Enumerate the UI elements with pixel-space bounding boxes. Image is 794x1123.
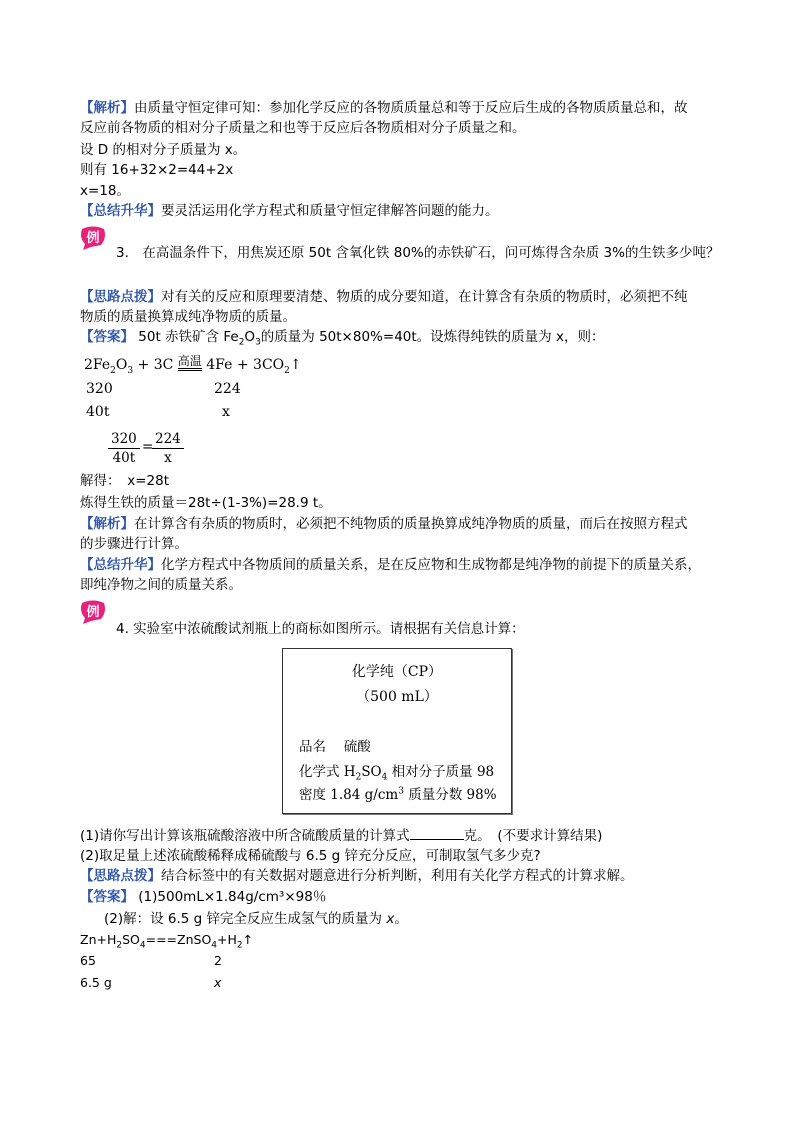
equation-line: 则有 16+32×2=44+2x (80, 162, 234, 178)
example-badge-icon (79, 226, 107, 250)
chemical-equation: $2Fe_2O_3 + 3C$ 高温 $4Fe + 3CO_2↑$ (84, 354, 302, 376)
value-x: x (222, 404, 230, 420)
value-40t: 40t (86, 404, 110, 420)
svg-text:例: 例 (86, 605, 100, 620)
assume-line: 设 D 的相对分子质量为 x。 (80, 142, 247, 158)
example3-analysis-2: 的步骤进行计算。 (80, 536, 188, 552)
mass-2: 2 (214, 953, 222, 968)
example4-answer-1: 【答案】 (1)500mL×1.84g/cm³×98％ (80, 889, 327, 905)
example3-summary-1: 【总结升华】化学方程式中各物质间的质量关系，是在反应物和生成物都是纯净物的前提下的质量关系， (80, 557, 701, 573)
fraction-right: $\frac{224}{x}$ (152, 430, 184, 467)
analysis-line-2: 反应前各物质的相对分子质量之和也等于反应后各物质相对分子质量之和。 (80, 120, 526, 136)
fraction-left: $\frac{320}{40t}$ (108, 430, 140, 467)
analysis-line-1: 【解析】由质量守恒定律可知：参加化学反应的各物质质量总和等于反应后生成的各物质质量总和，故 (80, 100, 688, 116)
example4-q1: (1)请你写出计算该瓶硫酸溶液中所含硫酸质量的计算式 克。 (不要求计算结果) (80, 825, 602, 846)
example4-hint: 【思路点拨】结合标签中的有关数据对题意进行分析判断，利用有关化学方程式的计算求解。 (80, 868, 634, 884)
reaction-condition: 高温 (178, 354, 202, 371)
solve-line: 解得： x=28t (80, 473, 170, 489)
label-volume: （500 mL） (356, 689, 438, 705)
example3-answer: 【答案】 50t 赤铁矿含 $Fe_2O_3$的质量为 50t×80%=40t。设炼得纯铁的质量为 x，则： (80, 329, 605, 348)
value-6-5g: 6.5 g (80, 975, 112, 990)
label-name: 品名 硫酸 (299, 739, 371, 755)
result-line: x=18。 (80, 183, 130, 199)
example4-question: 4. 实验室中浓硫酸试剂瓶上的商标如图所示。请根据有关信息计算： (116, 621, 525, 637)
summary-tag: 【总结升华】 (80, 203, 161, 219)
value-x-h2: x (214, 975, 222, 990)
example3-analysis-1: 【解析】在计算含有杂质的物质时，必须把不纯物质的质量换算成纯净物质的质量，而后在按照方程式 (80, 516, 688, 532)
example3-summary-2: 即纯净物之间的质量关系。 (80, 577, 242, 593)
label-title: 化学纯（CP） (351, 664, 443, 680)
mass-224: 224 (214, 381, 241, 397)
zinc-equation: $Zn+H_2SO_4===ZnSO_4+H_2↑$ (80, 932, 254, 951)
example3-question: 3. 在高温条件下，用焦炭还原 50t 含氧化铁 80%的赤铁矿石，问可炼得含杂质 3%的生铁多少吨？ (116, 245, 720, 261)
fraction-equals: = (142, 439, 154, 455)
example-badge-icon (79, 600, 107, 624)
pig-iron-result: 炼得生铁的质量＝28t÷(1-3%)=28.9 t。 (80, 495, 332, 511)
analysis-tag: 【解析】 (80, 100, 134, 116)
label-density: 密度 1.84 $g/cm^3$ 质量分数 98% (299, 786, 497, 803)
example3-hint-2: 物质的质量换算成纯净物质的质量。 (80, 309, 296, 325)
summary-line: 【总结升华】要灵活运用化学方程式和质量守恒定律解答问题的能力。 (80, 203, 499, 219)
mass-65: 65 (80, 953, 96, 968)
example4-answer-2: (2)解：设 6.5 g 锌完全反应生成氢气的质量为 x。 (104, 911, 408, 927)
reagent-label (282, 648, 512, 814)
mass-320: 320 (86, 381, 113, 397)
svg-text:例: 例 (86, 231, 100, 246)
example4-q2: (2)取足量上述浓硫酸稀释成稀硫酸与 6.5 g 锌充分反应，可制取氢气多少克? (80, 848, 541, 864)
example3-hint-1: 【思路点拨】对有关的反应和原理要清楚、物质的成分要知道，在计算含有杂质的物质时，必须把不纯 (80, 289, 688, 305)
label-formula: 化学式 $H_2SO_4$ 相对分子质量 98 (299, 764, 495, 783)
answer-blank[interactable] (410, 825, 464, 840)
